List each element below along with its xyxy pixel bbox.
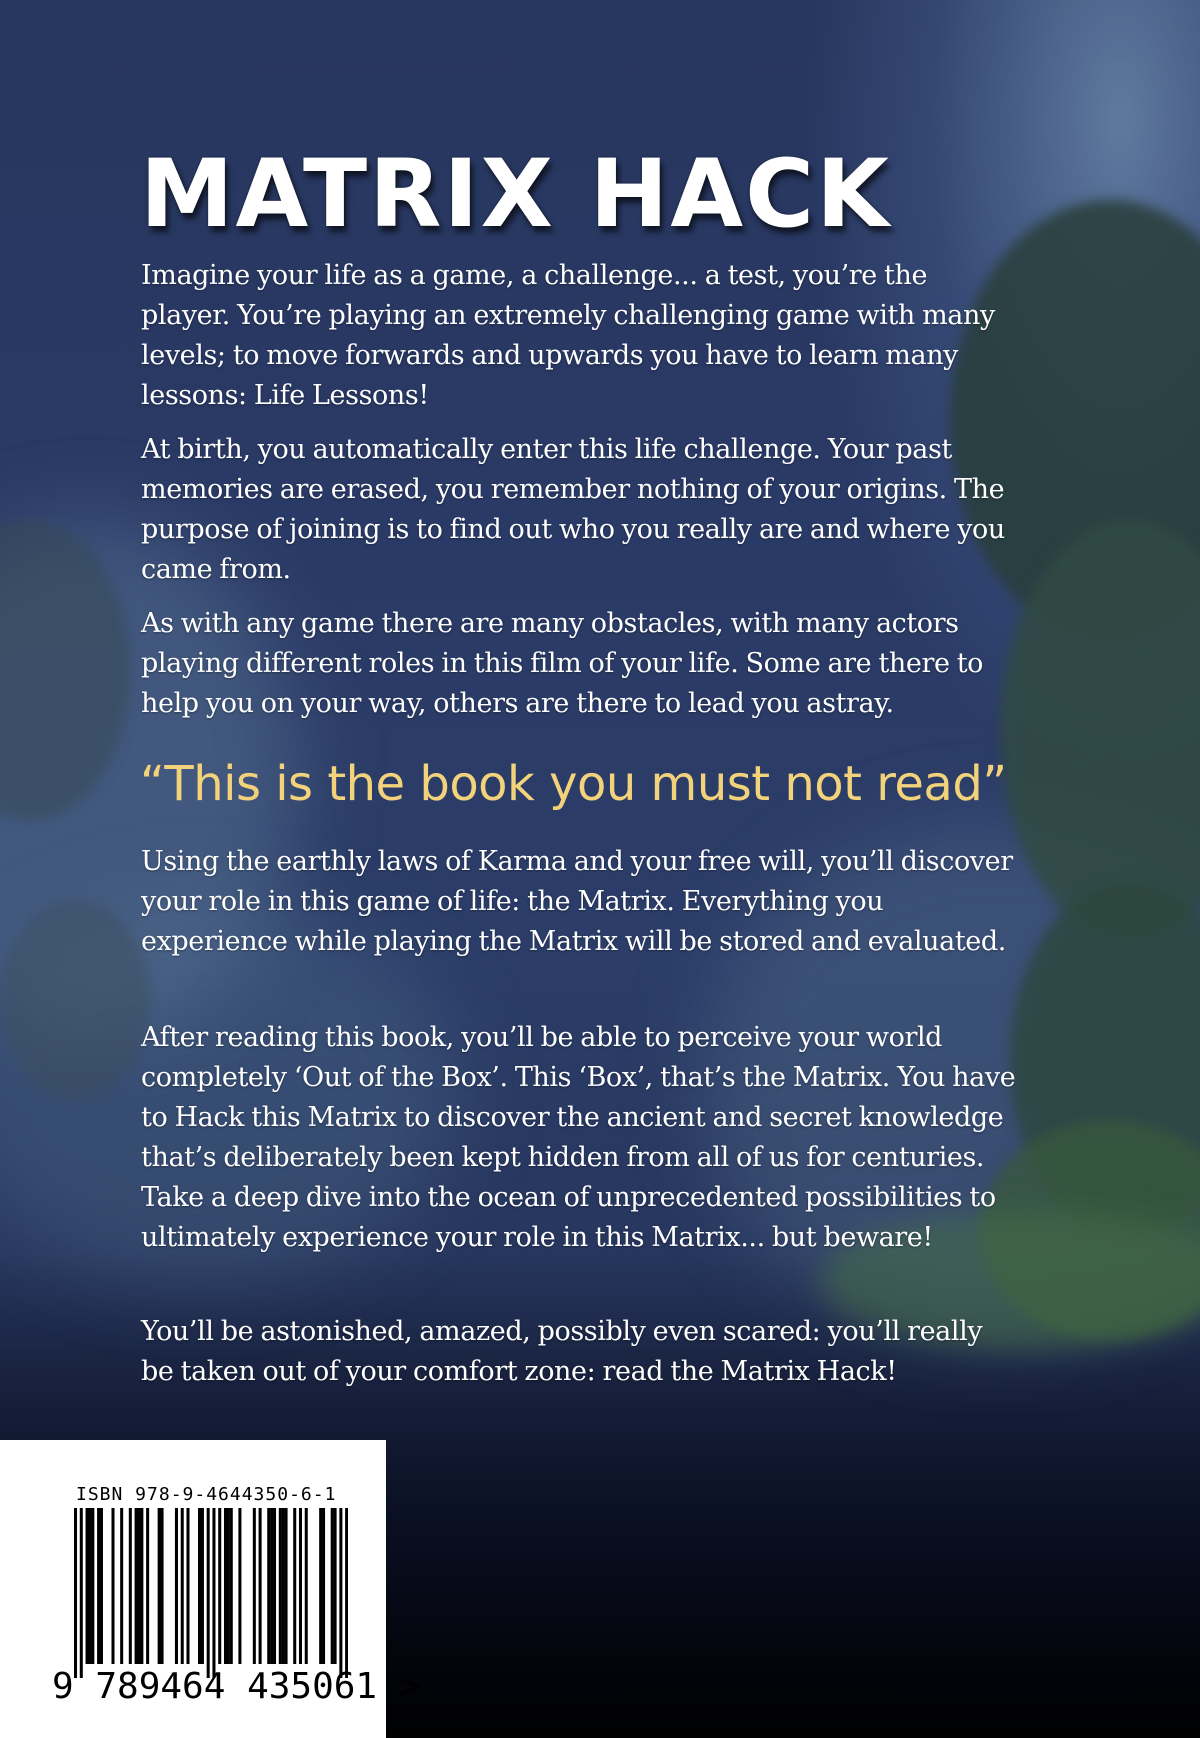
blurb-paragraph: As with any game there are many obstacles, with many actors playing different roles in this film of your life. Some are there to help you on your way, others are there to lead you astray. xyxy=(141,608,984,719)
blurb-paragraph: You’ll be astonished, amazed, possibly even scared: you’ll really be taken out of your comfort zone: read the Matrix Hack! xyxy=(141,1316,983,1387)
isbn-label: ISBN 978-9-4644350-6-1 xyxy=(76,1484,337,1505)
barcode-bar xyxy=(97,1508,100,1664)
barcode-bar xyxy=(201,1508,204,1664)
barcode-bar xyxy=(111,1508,114,1664)
barcode-bar xyxy=(135,1508,138,1664)
blurb-paragraph: After reading this book, you’ll be able to perceive your world completely ‘Out of the Box’. This ‘Box’, that’s the Matrix. You have to Hack this Matrix to discover the ancient and secret knowledge that’s deliberately been kept hidden from all of us for centuries. Take a deep dive into the ocean of unprecedented possibilities to ultimately experience your role in this Matrix... but beware! xyxy=(141,1022,1016,1253)
tree-foliage-left xyxy=(0,900,150,1100)
blurb-paragraph: At birth, you automatically enter this life challenge. Your past memories are erased, you remember nothing of your origins. The purpose of joining is to find out who you really are and where you came from. xyxy=(141,434,1005,585)
barcode-bar xyxy=(299,1508,302,1664)
barcode-bar xyxy=(140,1508,143,1664)
barcode-bar xyxy=(227,1508,230,1664)
barcode-bar xyxy=(273,1508,276,1664)
barcode-bar xyxy=(253,1508,256,1664)
barcode-bar xyxy=(293,1508,296,1664)
barcode-bar xyxy=(230,1508,233,1664)
barcode-bar xyxy=(198,1508,201,1664)
barcode-number: 9 789464 435061 > xyxy=(52,1666,421,1707)
barcode-bar xyxy=(86,1508,89,1664)
barcode-bar xyxy=(91,1508,94,1664)
barcode-bar xyxy=(175,1508,178,1664)
barcode-bar xyxy=(279,1508,282,1664)
barcode-bar xyxy=(207,1508,210,1678)
barcode-bar xyxy=(267,1508,270,1664)
barcode-bar xyxy=(137,1508,140,1664)
barcode-bar xyxy=(88,1508,91,1664)
barcode-bar xyxy=(270,1508,273,1664)
barcode-bar xyxy=(331,1508,334,1664)
blurb-paragraph: Using the earthly laws of Karma and your free will, you’ll discover your role in this game of life: the Matrix. Everything you experience while playing the Matrix will be stored and evaluated. xyxy=(141,846,1013,957)
barcode-bar xyxy=(74,1508,77,1678)
barcode-bar xyxy=(186,1508,189,1664)
barcode-bar xyxy=(120,1508,123,1664)
barcode-bar xyxy=(129,1508,132,1664)
barcode-bar xyxy=(285,1508,288,1664)
barcode-bar xyxy=(319,1508,322,1664)
barcode-bar xyxy=(322,1508,325,1664)
barcode-bar xyxy=(181,1508,184,1664)
barcode-bar xyxy=(334,1508,337,1664)
barcode-bar xyxy=(161,1508,164,1664)
barcode-panel xyxy=(0,1440,421,1738)
blurb-paragraph: Imagine your life as a game, a challenge... a test, you’re the player. You’re playing an extremely challenging game with many levels; to move forwards and upwards you have to learn many lessons: Life Lessons! xyxy=(141,260,995,411)
barcode-bar xyxy=(345,1508,348,1678)
barcode-bar xyxy=(224,1508,227,1664)
barcode-bar xyxy=(339,1508,342,1678)
barcode-bar xyxy=(259,1508,262,1664)
barcode-bar xyxy=(238,1508,241,1664)
barcode-bar xyxy=(146,1508,149,1664)
barcode-bar xyxy=(218,1508,221,1664)
barcode-icon xyxy=(74,1508,348,1678)
barcode-bar xyxy=(282,1508,285,1664)
barcode-bar xyxy=(305,1508,308,1664)
barcode-bar xyxy=(100,1508,103,1664)
barcode-bar xyxy=(80,1508,83,1678)
barcode-bar xyxy=(158,1508,161,1664)
barcode-bar xyxy=(212,1508,215,1678)
book-title: MATRIX HACK xyxy=(140,140,891,249)
pull-quote: “This is the book you must not read” xyxy=(140,756,1007,812)
